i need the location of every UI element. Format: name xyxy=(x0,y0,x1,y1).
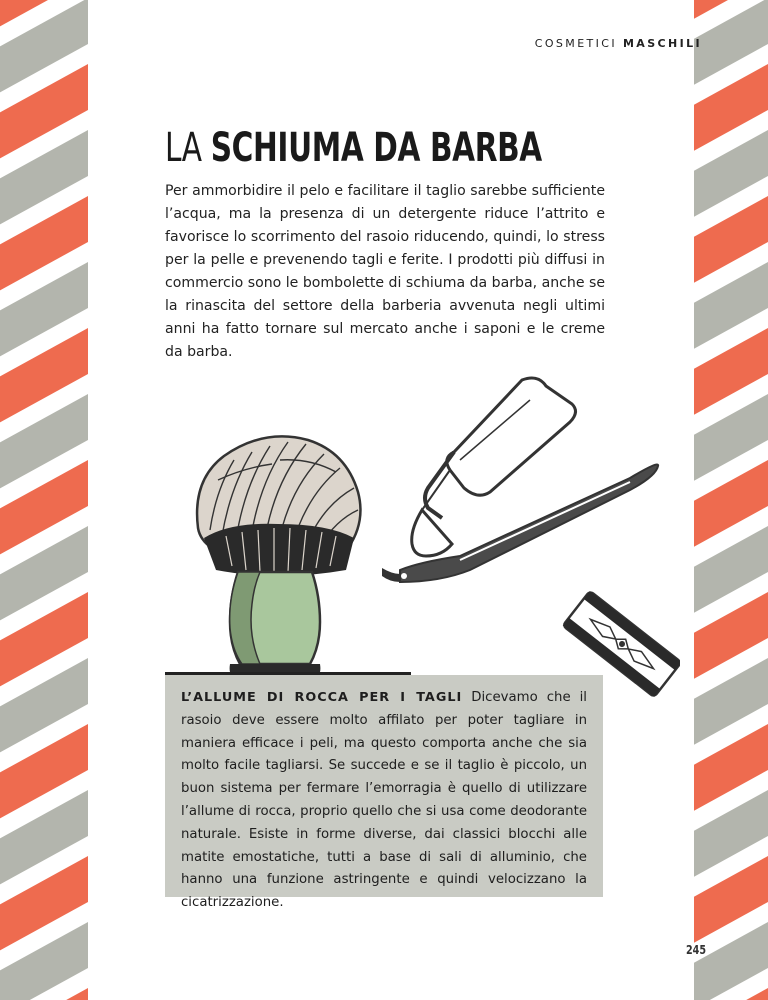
straight-razor-icon xyxy=(382,378,658,582)
shaving-brush-icon xyxy=(197,436,360,678)
stripe-pattern-right xyxy=(694,0,768,1000)
article-title-light: LA xyxy=(165,125,211,171)
sidebar-body: Dicevamo che il rasoio deve essere molto affilato per poter tagliare in maniera efficace i peli, ma questo comporta anche che sia molto facile tagliarsi. Se succede e se il taglio è piccolo, un buon sistema per fermare l’emorragia è quello di utilizzare l’allume di rocca, proprio quello che si usa come deodorante naturale. Esiste in forme diverse, dai classici blocchi alle matite emostatiche, tutti a base di sali di alluminio, che hanno una funzione astringente e quindi velocizzano la cicatrizzazione. xyxy=(181,690,587,911)
stripe-pattern-left xyxy=(0,0,88,1000)
running-head-section: COSMETICI xyxy=(534,37,623,50)
sidebar-paragraph xyxy=(181,687,587,915)
sidebar-box xyxy=(165,675,603,911)
article-title xyxy=(165,124,542,172)
shaving-illustration xyxy=(160,360,680,720)
article-title-bold: SCHIUMA DA BARBA xyxy=(210,125,542,171)
right-barber-stripes xyxy=(694,0,768,1000)
intro-paragraph: Per ammorbidire il pelo e facilitare il taglio sarebbe sufficiente l’acqua, ma la presenza di un detergente riduce l’attrito e favorisce lo scorrimento del rasoio riducendo, quindi, lo stress per la pelle e prevenendo tagli e ferite. I prodotti più diffusi in commercio sono le bombolette di schiuma da barba, anche se la rinascita del settore della barberia avvenuta negli ultimi anni ha fatto tornare sul mercato anche i saponi e le creme da barba. xyxy=(165,183,605,360)
left-barber-stripes xyxy=(0,0,88,1000)
sidebar-heading: L’ALLUME DI ROCCA PER I TAGLI xyxy=(181,690,463,705)
page-number: 245 xyxy=(686,943,707,957)
running-head-subsection: MASCHILI xyxy=(622,37,702,50)
running-head xyxy=(535,37,702,50)
